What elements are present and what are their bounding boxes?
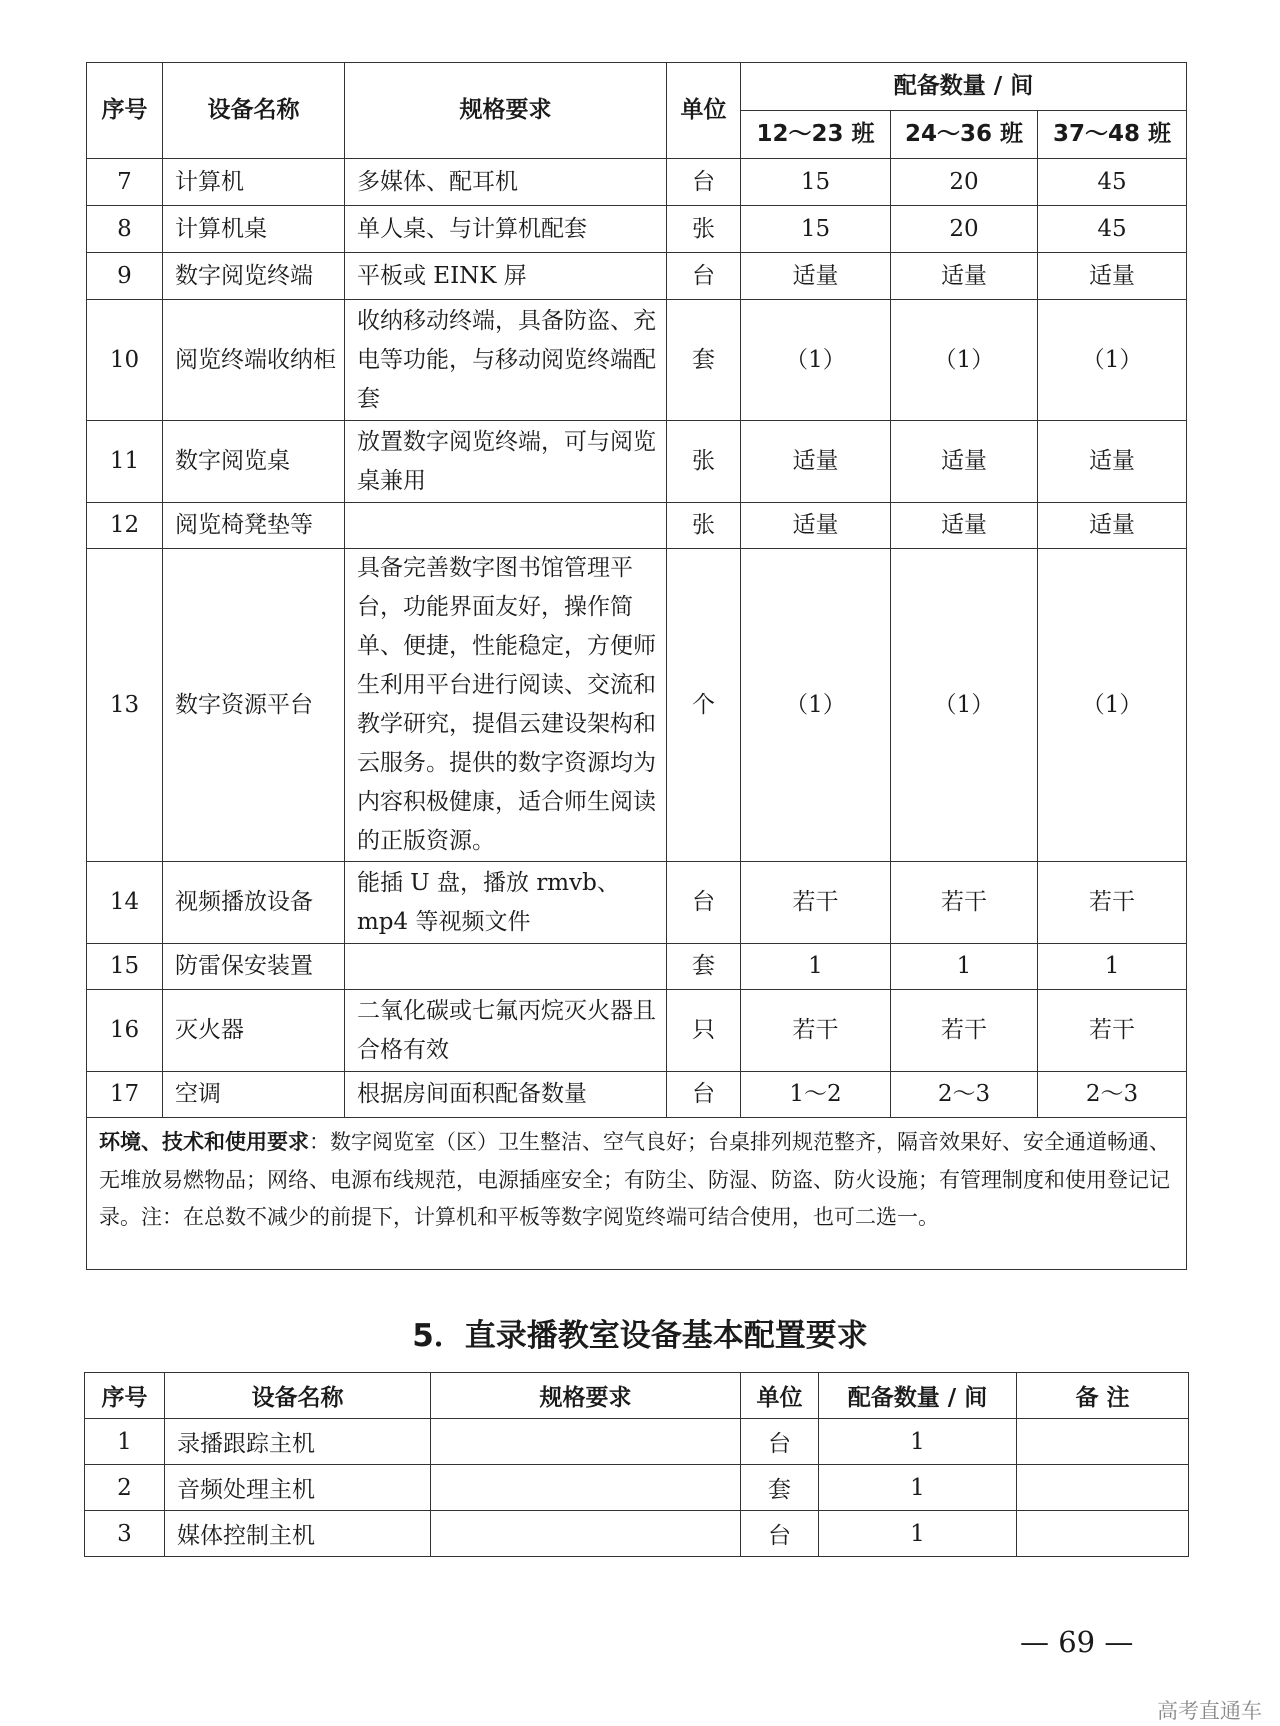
cell-unit: 台 [741, 1419, 819, 1465]
page-number: — 69 — [1020, 1625, 1134, 1659]
cell-qty-a: 15 [741, 159, 891, 206]
header-qty-group: 配备数量 / 间 [741, 63, 1187, 111]
cell-qty-b: 适量 [891, 253, 1038, 300]
cell-qty-b: （1） [891, 549, 1038, 862]
header-remark: 备 注 [1017, 1373, 1189, 1419]
cell-unit: 张 [667, 421, 741, 503]
cell-spec: 二氧化碳或七氟丙烷灭火器且合格有效 [345, 990, 667, 1072]
cell-qty-b: 适量 [891, 503, 1038, 549]
header-name: 设备名称 [165, 1373, 431, 1419]
cell-remark [1017, 1511, 1189, 1557]
header-no: 序号 [85, 1373, 165, 1419]
cell-qty-b: 2～3 [891, 1072, 1038, 1118]
section-title: 5．直录播教室设备基本配置要求 [412, 1318, 868, 1354]
table-row [85, 1419, 1189, 1465]
cell-qty-b: （1） [891, 300, 1038, 421]
cell-spec [431, 1511, 741, 1557]
header-qty: 配备数量 / 间 [819, 1373, 1017, 1419]
cell-name: 计算机桌 [163, 206, 345, 253]
cell-unit: 台 [741, 1511, 819, 1557]
table-row [87, 206, 1187, 253]
header-unit: 单位 [741, 1373, 819, 1419]
header-spec: 规格要求 [345, 63, 667, 159]
cell-unit: 张 [667, 206, 741, 253]
cell-qty-c: 若干 [1038, 862, 1187, 944]
cell-spec: 多媒体、配耳机 [345, 159, 667, 206]
cell-remark [1017, 1465, 1189, 1511]
cell-qty-c: 若干 [1038, 990, 1187, 1072]
table-row [87, 300, 1187, 421]
cell-spec: 根据房间面积配备数量 [345, 1072, 667, 1118]
cell-no: 9 [87, 253, 163, 300]
cell-qty-a: 若干 [741, 990, 891, 1072]
cell-spec [431, 1419, 741, 1465]
note-text: ：数字阅览室（区）卫生整洁、空气良好；台桌排列规范整齐，隔音效果好、安全通道畅通、无堆放易燃物品；网络、电源布线规范，电源插座安全；有防尘、防湿、防盗、防火设施；有管理制度和使用登记记录。注：在总数不减少的前提下，计算机和平板等数字阅览终端可结合使用，也可二选一。 [99, 1130, 1170, 1229]
cell-qty-a: 适量 [741, 421, 891, 503]
watermark: 高考直通车 [1157, 1699, 1262, 1723]
cell-name: 数字阅览桌 [163, 421, 345, 503]
cell-name: 数字资源平台 [163, 549, 345, 862]
header-unit: 单位 [667, 63, 741, 159]
cell-qty-b: 20 [891, 159, 1038, 206]
header-name: 设备名称 [163, 63, 345, 159]
cell-qty-c: 45 [1038, 159, 1187, 206]
cell-qty-b: 若干 [891, 862, 1038, 944]
cell-spec [345, 503, 667, 549]
table-row [87, 421, 1187, 503]
cell-unit: 台 [667, 159, 741, 206]
note-lead: 环境、技术和使用要求 [99, 1130, 309, 1154]
cell-qty-c: （1） [1038, 300, 1187, 421]
cell-qty-b: 适量 [891, 421, 1038, 503]
cell-name: 媒体控制主机 [165, 1511, 431, 1557]
cell-no: 3 [85, 1511, 165, 1557]
cell-qty-a: 适量 [741, 503, 891, 549]
cell-no: 8 [87, 206, 163, 253]
cell-unit: 套 [741, 1465, 819, 1511]
table-row [87, 862, 1187, 944]
table-row [87, 159, 1187, 206]
cell-name: 空调 [163, 1072, 345, 1118]
equipment-table-recording-classroom [84, 1372, 1189, 1557]
cell-spec: 单人桌、与计算机配套 [345, 206, 667, 253]
cell-qty-c: （1） [1038, 549, 1187, 862]
cell-unit: 台 [667, 1072, 741, 1118]
cell-no: 14 [87, 862, 163, 944]
cell-qty-a: （1） [741, 300, 891, 421]
equipment-table-digital-reading [86, 62, 1187, 1270]
table-row [85, 1511, 1189, 1557]
cell-qty-a: 1 [741, 944, 891, 990]
cell-qty-a: 15 [741, 206, 891, 253]
cell-no: 7 [87, 159, 163, 206]
cell-name: 录播跟踪主机 [165, 1419, 431, 1465]
cell-spec: 收纳移动终端，具备防盗、充电等功能，与移动阅览终端配套 [345, 300, 667, 421]
cell-qty-a: 适量 [741, 253, 891, 300]
header-spec: 规格要求 [431, 1373, 741, 1419]
cell-unit: 套 [667, 944, 741, 990]
table-row [87, 944, 1187, 990]
cell-name: 数字阅览终端 [163, 253, 345, 300]
cell-spec [345, 944, 667, 990]
table-row [87, 503, 1187, 549]
cell-unit: 只 [667, 990, 741, 1072]
cell-unit: 台 [667, 253, 741, 300]
cell-spec: 能插 U 盘，播放 rmvb、mp4 等视频文件 [345, 862, 667, 944]
header-no: 序号 [87, 63, 163, 159]
cell-qty-a: 1～2 [741, 1072, 891, 1118]
cell-qty-a: （1） [741, 549, 891, 862]
cell-qty-c: 适量 [1038, 503, 1187, 549]
cell-qty-c: 适量 [1038, 253, 1187, 300]
table-row [85, 1465, 1189, 1511]
table-row [87, 549, 1187, 862]
requirements-note-row [87, 1118, 1187, 1270]
cell-spec [431, 1465, 741, 1511]
cell-spec: 平板或 EINK 屏 [345, 253, 667, 300]
cell-qty-c: 2～3 [1038, 1072, 1187, 1118]
cell-qty: 1 [819, 1465, 1017, 1511]
cell-qty: 1 [819, 1419, 1017, 1465]
header-col-37-48: 37～48 班 [1038, 111, 1187, 159]
cell-qty-c: 45 [1038, 206, 1187, 253]
cell-qty-c: 适量 [1038, 421, 1187, 503]
table-row [87, 1072, 1187, 1118]
cell-name: 音频处理主机 [165, 1465, 431, 1511]
cell-no: 15 [87, 944, 163, 990]
cell-qty-b: 若干 [891, 990, 1038, 1072]
cell-name: 灭火器 [163, 990, 345, 1072]
cell-remark [1017, 1419, 1189, 1465]
cell-qty-a: 若干 [741, 862, 891, 944]
header-col-24-36: 24～36 班 [891, 111, 1038, 159]
cell-name: 阅览终端收纳柜 [163, 300, 345, 421]
cell-no: 11 [87, 421, 163, 503]
cell-no: 17 [87, 1072, 163, 1118]
table-row [87, 990, 1187, 1072]
cell-name: 视频播放设备 [163, 862, 345, 944]
cell-unit: 套 [667, 300, 741, 421]
cell-no: 2 [85, 1465, 165, 1511]
cell-unit: 张 [667, 503, 741, 549]
cell-qty-b: 1 [891, 944, 1038, 990]
requirements-note [87, 1118, 1187, 1270]
cell-unit: 台 [667, 862, 741, 944]
cell-qty-b: 20 [891, 206, 1038, 253]
cell-name: 防雷保安装置 [163, 944, 345, 990]
cell-qty-c: 1 [1038, 944, 1187, 990]
cell-spec: 放置数字阅览终端，可与阅览桌兼用 [345, 421, 667, 503]
cell-name: 计算机 [163, 159, 345, 206]
cell-name: 阅览椅凳垫等 [163, 503, 345, 549]
cell-no: 13 [87, 549, 163, 862]
cell-no: 1 [85, 1419, 165, 1465]
cell-no: 12 [87, 503, 163, 549]
cell-qty: 1 [819, 1511, 1017, 1557]
table-row [87, 253, 1187, 300]
cell-spec: 具备完善数字图书馆管理平台，功能界面友好，操作简单、便捷，性能稳定，方便师生利用平台进行阅读、交流和教学研究，提倡云建设架构和云服务。提供的数字资源均为内容积极健康，适合师生阅读的正版资源。 [345, 549, 667, 862]
cell-no: 10 [87, 300, 163, 421]
cell-unit: 个 [667, 549, 741, 862]
cell-no: 16 [87, 990, 163, 1072]
header-col-12-23: 12～23 班 [741, 111, 891, 159]
